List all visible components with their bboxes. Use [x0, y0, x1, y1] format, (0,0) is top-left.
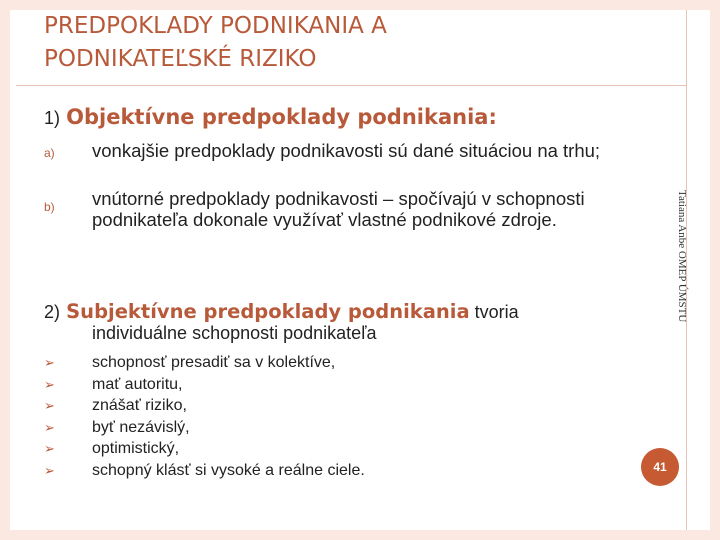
section2-title: Subjektívne predpoklady podnikania — [66, 300, 470, 323]
section2-indent-text: individuálne schopnosti podnikateľa — [92, 323, 377, 343]
title-divider — [16, 85, 686, 86]
section2-tail: tvoria — [469, 302, 519, 322]
item-b-text — [92, 188, 672, 230]
arrow-bullet-icon: ➢ — [44, 462, 55, 478]
item-a-body: sú dané situáciou na trhu; — [383, 140, 601, 161]
item-a-text — [92, 140, 672, 161]
sidebar-author-text: Tatiana Anbe OMEP ÚMSTU — [676, 190, 688, 323]
arrow-bullet-icon: ➢ — [44, 376, 55, 392]
section2-heading — [44, 298, 519, 324]
section1-number: 1) — [44, 108, 61, 128]
section1-heading — [44, 104, 497, 130]
item-a-marker: a) — [44, 146, 55, 160]
arrow-bullet-icon: ➢ — [44, 441, 55, 456]
arrow-bullet-icon: ➢ — [44, 419, 55, 435]
arrow-bullet-icon: ➢ — [44, 355, 55, 370]
section1-title: Objektívne predpoklady podnikania: — [66, 105, 497, 129]
arrow-bullet-icon: ➢ — [44, 398, 55, 413]
title-line-1: PREDPOKLADY PODNIKANIA A — [44, 13, 387, 39]
item-a-lead: vonkajšie predpoklady podnikavosti — [92, 140, 384, 161]
page-number-badge: 41 — [641, 448, 679, 486]
item-b-body: – spočívajú v schopnosti podnikateľa dokonale využívať vlastné podnikové zdroje. — [92, 188, 585, 230]
slide-title — [44, 10, 604, 76]
section2-number: 2) — [44, 302, 61, 322]
item-b-lead: vnútorné predpoklady podnikavosti — [92, 188, 378, 209]
title-line-2: PODNIKATEĽSKÉ RIZIKO — [44, 46, 317, 72]
item-b-marker: b) — [44, 200, 55, 214]
